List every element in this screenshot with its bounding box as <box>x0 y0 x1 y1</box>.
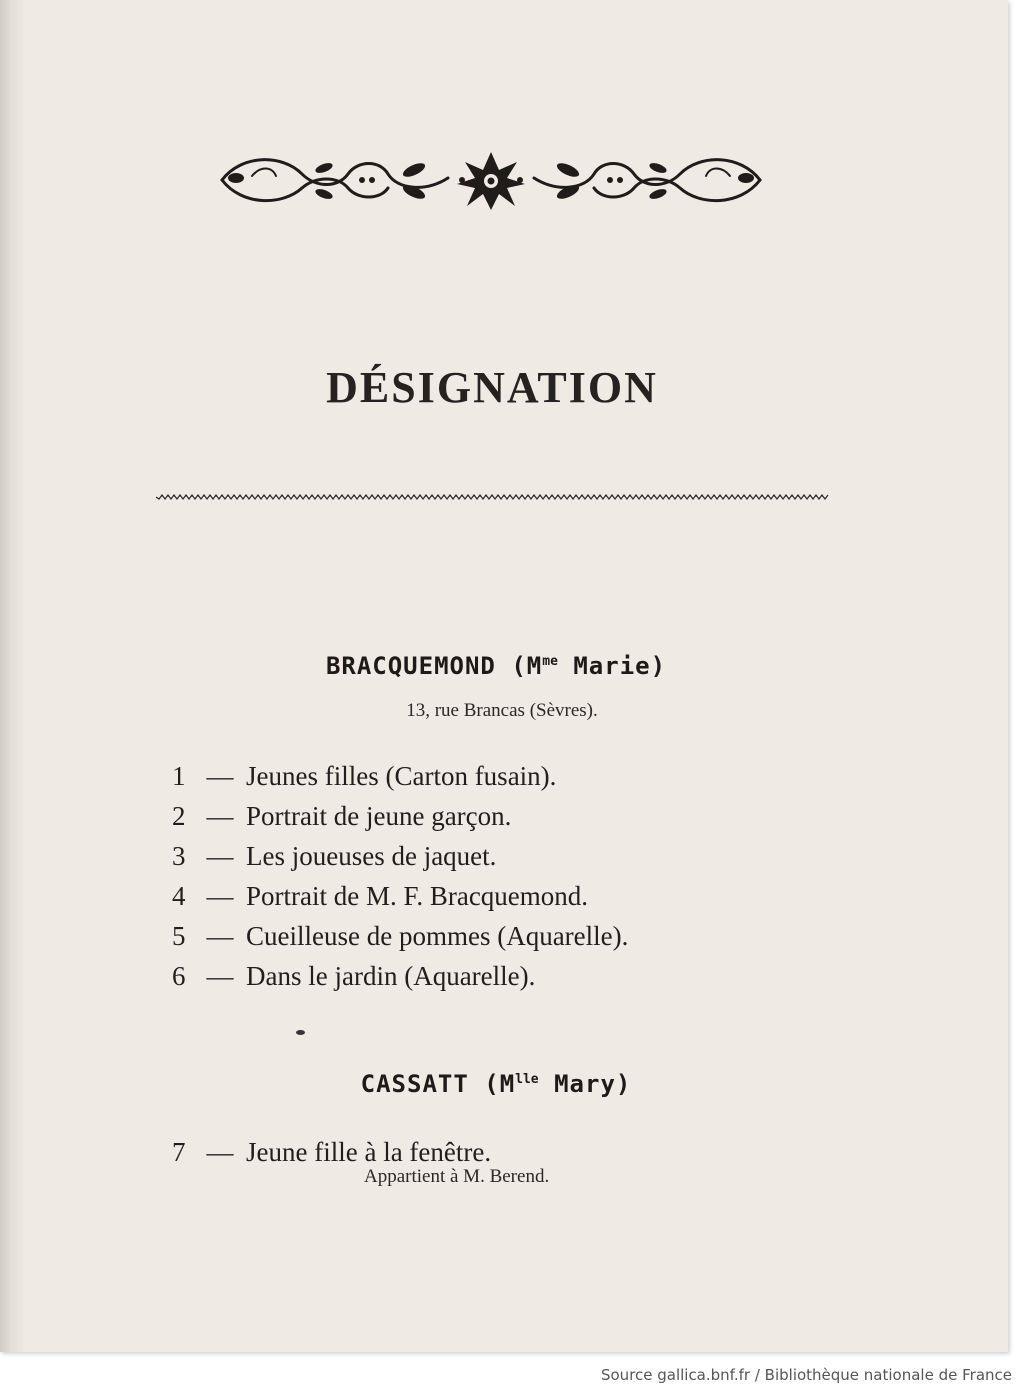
work-dash: — <box>206 801 234 831</box>
artist-address: 13, rue Brancas (Sèvres). <box>406 700 598 721</box>
artist-given-name: Marie) <box>573 652 667 680</box>
work-number: 3 <box>172 841 186 871</box>
work-title: Jeunes filles (Carton fusain). <box>246 761 557 791</box>
work-title: Portrait de jeune garçon. <box>246 801 512 831</box>
ink-speck <box>296 1030 305 1035</box>
work-number: 6 <box>172 961 186 991</box>
artist-heading-cassatt <box>0 1070 992 1098</box>
work-number: 4 <box>172 881 186 911</box>
wavy-rule-icon <box>156 490 830 504</box>
source-credit: Source gallica.bnf.fr / Bibliothèque nationale de France <box>600 1366 1012 1384</box>
work-number: 7 <box>172 1137 186 1167</box>
artist-given-name: Mary) <box>554 1070 632 1098</box>
artist-title-sup: me <box>542 654 558 669</box>
works-list-bracquemond <box>172 756 628 996</box>
work-title: Jeune fille à la fenêtre. <box>246 1137 492 1167</box>
work-title: Les joueuses de jaquet. <box>246 841 497 871</box>
work-dash: — <box>206 881 234 911</box>
artist-title-prefix: (M <box>484 1070 516 1098</box>
work-entry <box>172 836 628 876</box>
work-dash: — <box>206 921 234 951</box>
work-dash: — <box>206 841 234 871</box>
artist-name: CASSATT <box>360 1070 469 1098</box>
work-title: Cueilleuse de pommes (Aquarelle). <box>246 921 629 951</box>
work-dash: — <box>206 1137 234 1167</box>
work-entry <box>172 916 628 956</box>
work-entry <box>172 956 628 996</box>
work-number: 1 <box>172 761 186 791</box>
work-number: 5 <box>172 921 186 951</box>
floral-ornament-icon <box>212 148 770 212</box>
work-owner-note: Appartient à M. Berend. <box>364 1166 550 1187</box>
work-title: Dans le jardin (Aquarelle). <box>246 961 536 991</box>
work-dash: — <box>206 961 234 991</box>
work-entry <box>172 756 628 796</box>
work-entry <box>172 796 628 836</box>
work-entry <box>172 876 628 916</box>
work-title: Portrait de M. F. Bracquemond. <box>246 881 589 911</box>
page-title: DÉSIGNATION <box>326 363 658 412</box>
work-dash: — <box>206 761 234 791</box>
work-number: 2 <box>172 801 186 831</box>
artist-title-sup: lle <box>515 1072 539 1087</box>
artist-name: BRACQUEMOND <box>325 652 496 680</box>
artist-heading-bracquemond <box>0 652 992 680</box>
artist-title-prefix: (M <box>511 652 543 680</box>
